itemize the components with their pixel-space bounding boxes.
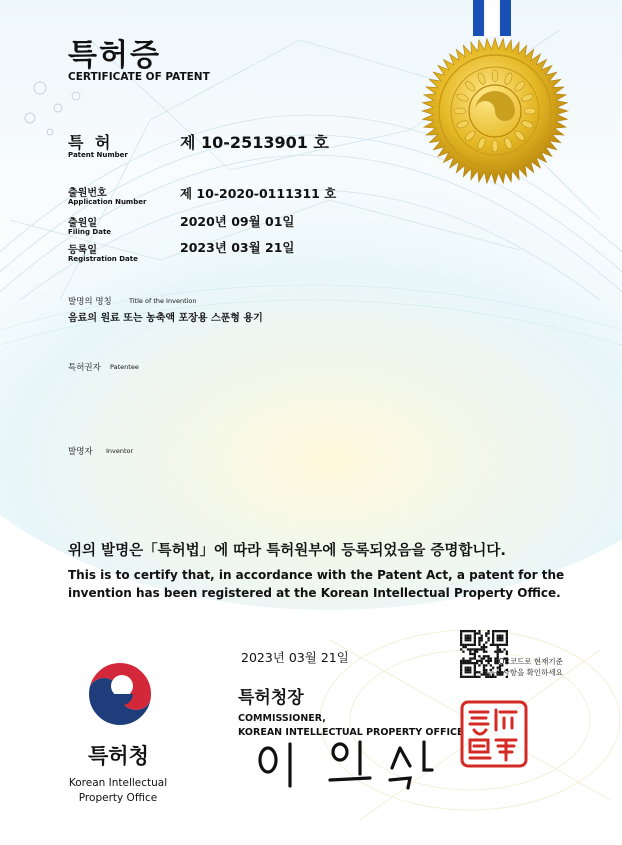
title-korean: 특허증 (68, 38, 161, 73)
invention-label: 발명의 명칭 (68, 297, 112, 307)
registration-date-label: 등록일 (68, 245, 97, 256)
registration-date-label-en: Registration Date (68, 255, 138, 263)
certification-en-line2: invention has been registered at the Korean Intellectual Property Office. (68, 586, 561, 600)
taegeuk-logo-icon (82, 656, 158, 732)
official-seal-icon (460, 700, 528, 768)
signature (250, 738, 450, 790)
office-name-en-line2: Property Office (78, 792, 158, 804)
commissioner-en-line1: COMMISSIONER, (238, 713, 326, 724)
filing-date-label: 출원일 (68, 218, 97, 229)
patentee-label: 특허권자 (68, 363, 101, 373)
invention-title: 음료의 원료 또는 농축액 포장용 스푼형 용기 (68, 313, 263, 324)
ribbon-left (473, 0, 484, 36)
office-name: 특허청 (88, 744, 149, 768)
inventor-label-en: Inventor (106, 447, 134, 455)
certification-text-korean: 위의 발명은「특허법」에 따라 특허원부에 등록되었음을 증명합니다. (68, 543, 506, 559)
certification-text-english (68, 566, 564, 602)
commissioner-title-en (238, 712, 463, 740)
office-name-en-line1: Korean Intellectual (68, 777, 168, 789)
title-english: CERTIFICATE OF PATENT (68, 71, 210, 83)
patent-number-label: 특 허 (68, 133, 114, 152)
ribbon-center (486, 0, 498, 36)
application-number-value: 제 10-2020-0111311 호 (180, 186, 337, 201)
office-name-en (68, 776, 168, 806)
application-number-label: 출원번호 (68, 188, 107, 199)
qr-caption-line1: QR코드로 현재기준 (498, 657, 563, 666)
registration-date-value: 2023년 03월 21일 (180, 240, 295, 255)
qr-caption (488, 656, 563, 678)
invention-label-en: Title of the Invention (129, 297, 197, 305)
commissioner-title: 특허청장 (238, 688, 304, 708)
certification-en-line1: This is to certify that, in accordance with the Patent Act, a patent for the (68, 568, 565, 582)
filing-date-label-en: Filing Date (68, 228, 112, 236)
qr-caption-line2: 등록사항을 확인하세요 (488, 668, 563, 677)
patentee-label-en: Patentee (110, 363, 139, 371)
application-number-label-en: Application Number (68, 198, 147, 206)
filing-date-value: 2020년 09월 01일 (180, 214, 295, 229)
commissioner-en-line2: KOREAN INTELLECTUAL PROPERTY OFFICE (238, 727, 464, 738)
patent-number-value: 제 10-2513901 호 (180, 133, 329, 152)
ribbon-right (500, 0, 511, 36)
gold-seal-icon (420, 36, 570, 186)
issue-date: 2023년 03월 21일 (241, 650, 349, 665)
patent-number-label-en: Patent Number (68, 151, 128, 159)
inventor-label: 발명자 (68, 447, 93, 457)
